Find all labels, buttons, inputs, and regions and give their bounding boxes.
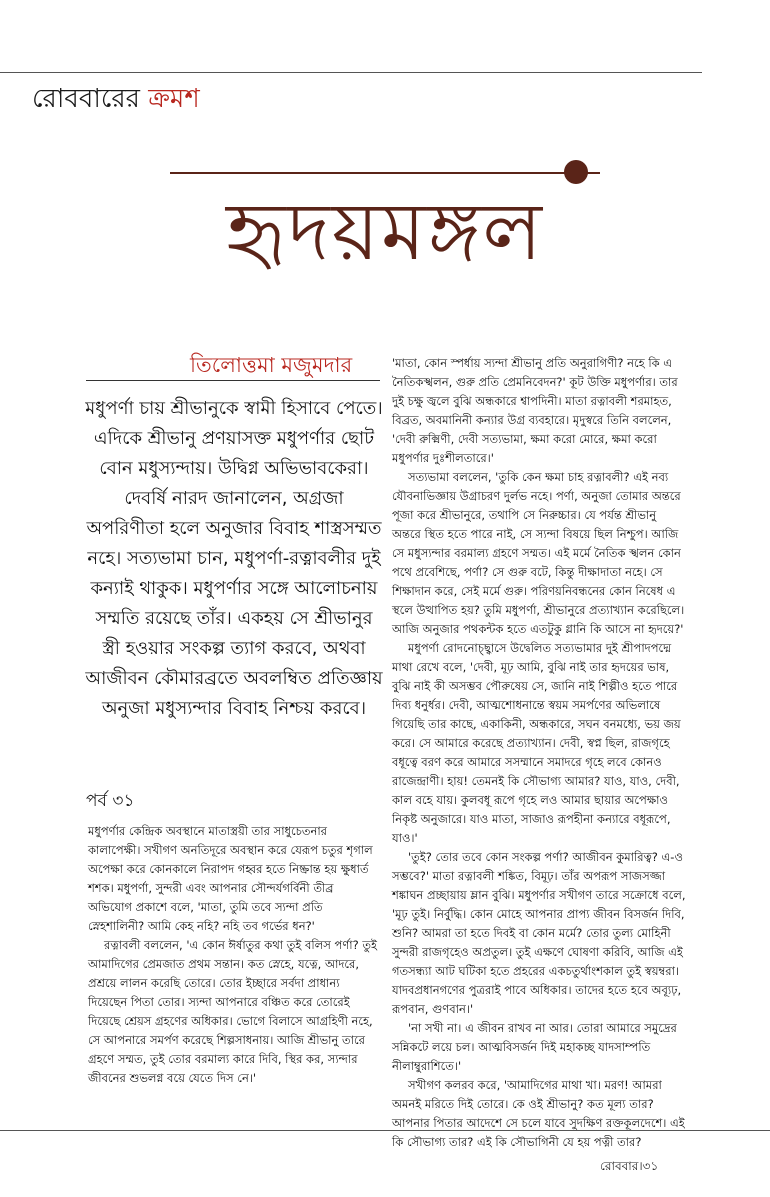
page-footer: রোববার।৩১ — [600, 1159, 659, 1173]
paragraph: রত্নাবলী বললেন, 'এ কোন ঈর্ষাতুর কথা তুই বলিস পর্ণা? তুই আমাদিগের প্রেমজাত প্রথম সন্তান। কত স্নেহে, যত্নে, আদরে, প্রশ্রয়ে লালন করেছি তোরে। তোর ইচ্ছারে সর্বদা প্রাধান্য দিয়েছেন পিতা তোর। স্যন্দা আপনারে বঞ্চিত করে তোরেই দিয়েছে শ্রেয়স গ্রহণের অধিকার। ভোগে বিলাসে আগ্রহিণী নহে, সে আপনারে সমর্পণ করেছে শিল্পসাধনায়। আজি শ্রীভানু তারে গ্রহণে সম্মত, তুই তোর বরমাল্য কারে দিবি, স্থির কর, স্যন্দার জীবনের শুভলগ্ন বয়ে যেতে দিস নে।' — [88, 938, 377, 1085]
intro-summary: মধুপর্ণা চায় শ্রীভানুকে স্বামী হিসাবে পেতে। এদিকে শ্রীভানু প্রণয়াসক্ত মধুপর্ণার ছোট বোন মধুস্যন্দায়। উদ্বিগ্ন অভিভাবকেরা। দেবর্ষি নারদ জানালেন, অগ্রজা অপরিণীতা হলে অনুজার বিবাহ শাস্ত্রসম্মত নহে। সত্যভামা চান, মধুপর্ণা-রত্নাবলীর দুই কন্যাই থাকুক। মধুপর্ণার সঙ্গে আলোচনায় সম্মতি রয়েছে তাঁর। একহয় সে শ্রীভানুর স্ত্রী হওয়ার সংকল্প ত্যাগ করবে, অথবা আজীবন কৌমারব্রতে অবলম্বিত প্রতিজ্ঞায় অনুজা মধুস্যন্দার বিবাহ নিশ্চয় করবে। — [85, 398, 383, 719]
section-label-prefix: রোববারের — [32, 84, 149, 114]
paragraph: সখীগণ কলরব করে, 'আমাদিগের মাথা খা। মরণ! আমরা অমনই মরিতে দিই তোরে। কে ওই শ্রীভানু? কত মূল্য তার? আপনার পিতার আদেশে সে চলে যাবে সুদক্ষিণ রক্তকূলদেশে। এই কি সৌভাগ্য তার? এই কি সৌভাগিনী যে হয় পত্নী তার? — [392, 1078, 685, 1149]
author-name: তিলোত্তমা মজুমদার — [190, 353, 353, 377]
paragraph: 'মাতা, কোন স্পর্ধায় স্যন্দা শ্রীভানু প্রতি অনুরাগিণী? নহে কি এ নৈতিকস্খলন, গুরু প্রতি প্রেমনিবেদন?' কূট উক্তি মধুপর্ণার। তার দুই চক্ষু জ্বলে বুঝি অন্ধকারে শ্বাপদিনী। মাতা রত্নাবলী শরমাহত, বিব্রত, অবমানিনী কন্যার উগ্র ব্যবহারে। মৃদুস্বরে তিনি বললেন, 'দেবী রুক্মিণী, দেবী সত্যভামা, ক্ষমা করো মোরে, ক্ষমা করো মধুপর্ণার দুঃশীলতারে।' — [392, 356, 678, 465]
episode-label: পর্ব ৩১ — [86, 791, 135, 811]
logo-text: হৃদয়মঙ্গল — [225, 185, 545, 278]
section-label — [32, 84, 200, 114]
author-rule — [86, 380, 380, 381]
bottom-rule — [0, 1130, 770, 1131]
paragraph: মধুপর্ণা রোদনোচ্ছ্বাসে উদ্বেলিত সত্যভামার দুই শ্রীপাদপদ্মে মাথা রেখে বলে, 'দেবী, মূঢ় আমি, বুঝি নাই তার হৃদয়ের ভাষ, বুঝি নাই কী অসম্ভব পৌরুষেয় সে, জানি নাই শিল্পীও হতে পারে দিব্য ধনুর্ধর। দেবী, আত্মশোধনান্তে স্বয়ম সমর্পণের অভিলাষে গিয়েছি তার কাছে, একাকিনী, অন্ধকারে, সঘন বনমধ্যে, ভয় জয় করে। সে আমারে করেছে প্রত্যাখ্যান। দেবী, স্বপ্ন ছিল, রাজগৃহে বধূত্বে বরণ করে আমারে সসম্মানে সমাদরে গৃহে লবে কোনও রাজেন্দ্রাণী। হায়! তেমনই কি সৌভাগ্য আমার? যাও, যাও, দেবী, কাল বহে যায়। কুলবধূ রূপে গৃহে লও আমার ছায়ার অপেক্ষাও নিকৃষ্ট অনুজারে। যাও মাতা, সাজাও রূপহীনা কন্যারে বধূরূপে, যাও।' — [392, 641, 681, 845]
right-column — [392, 354, 688, 1152]
section-label-accent: ক্রমশ — [148, 84, 200, 114]
title-logo — [170, 160, 600, 310]
left-column — [88, 822, 378, 1088]
paragraph: 'তুই? তোর তবে কোন সংকল্প পর্ণা? আজীবন কুমারিত্ব? এ-ও সম্ভবে?' মাতা রত্নাবলী শঙ্কিত, বিমূঢ়। তাঁর অপরূপ সাজসজ্জা শঙ্কাঘন প্রচ্ছায়ায় ম্লান বুঝি। মধুপর্ণার সখীগণ তারে সক্রোধে বলে, 'মূঢ় তুই। নির্বুদ্ধি। কোন মোহে আপনার প্রাপ্য জীবন বিসর্জন দিবি, শুনি? আমরা তা হতে দিবই বা কোন মর্মে? তোর তুল্য মোহিনী সুন্দরী রাজগৃহেও অপ্রতুল। তুই এক্ষণে ঘোষণা করিবি, আজি এই গতসন্ধ্যা আট ঘটিকা হতে প্রহরের একচতুর্থাংশকাল তুই স্বয়ম্বরা। যাদবপ্রধানগণের পুত্ররাই পাবে অধিকার। তাদের হতে হবে অব্যূঢ়, রূপবান, গুণবান।' — [392, 850, 686, 1016]
paragraph: 'না সখী না। এ জীবন রাখব না আর। তোরা আমারে সমুদ্রের সন্নিকটে লয়ে চল। আত্মবিসর্জন দিই মহাকচ্ছ যাদসাম্পতি নীলাম্বুরাশিতে।' — [392, 1021, 677, 1073]
top-rule — [0, 72, 702, 73]
paragraph: মধুপর্ণার কেন্দ্রিক অবস্থানে মাতাস্ত্রয়ী তার সাধুচেতনার কালাপেক্ষী। সখীগণ অনতিদূরে অবস্থান করে যেরূপ চতুর শৃগাল অপেক্ষা করে কোনকালে নিরাপদ গহ্বর হতে নিষ্ক্রান্ত হয় ক্ষুধার্ত শশক। মধুপর্ণা, সুন্দরী এবং আপনার সৌন্দর্যগর্বিনী তীব্র অভিযোগ প্রকাশে বলে, 'মাতা, তুমি তবে স্যন্দা প্রতি স্নেহশালিনী? আমি কেহ নহি? নহি তব গর্ভের ধন?' — [88, 824, 373, 933]
paragraph: সত্যভামা বললেন, 'তুকি কেন ক্ষমা চাহ রত্নাবলী? এই নব্য যৌবনাভিজ্ঞায় উগ্রাচরণ দুর্লভ নহে। পর্ণা, অনুজা তোমার অন্তরে পূজা করে শ্রীভানুরে, তথাপি সে নিরুচ্চার। যে পর্যন্ত শ্রীভানু অন্তরে স্থিত হতে পারে নাই, সে স্যন্দা বিষয়ে ছিল নিশ্চুপ। আজি সে মধুস্যন্দার বরমাল্য গ্রহণে সম্মত। এই মর্মে নৈতিক স্খলন কোন পথে প্রবেশিছে, পর্ণা? সে গুরু বটে, কিন্তু দীক্ষাদাতা নহে। সে শিক্ষাদান করে, সেই মর্মে গুরু। পরিণয়নিবন্ধনের কোন নিষেধ এ স্থলে উত্থাপিত হয়? তুমি মধুপর্ণা, শ্রীভানুরে প্রত্যাখ্যান করেছিলে। আজি অনুজার পথকন্টক হতে এতটুকু গ্লানি কি আসে না হৃদয়ে?' — [392, 470, 685, 636]
